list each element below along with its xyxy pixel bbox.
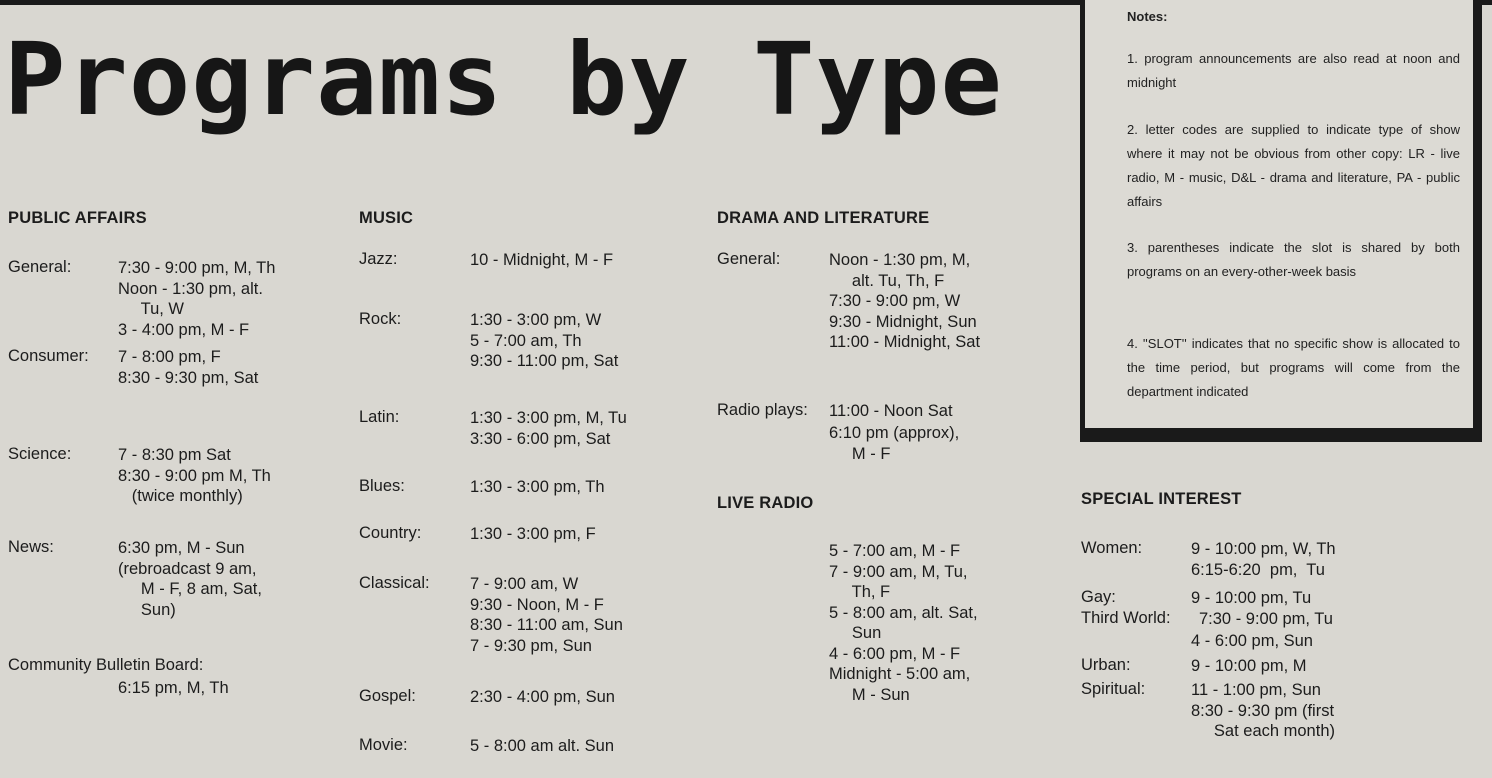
drama-general-label: General: [717, 250, 781, 268]
notes-heading: Notes: [1127, 9, 1168, 24]
music-latin-times: 1:30 - 3:00 pm, M, Tu 3:30 - 6:00 pm, Sat [470, 409, 627, 448]
music-rock-times: 1:30 - 3:00 pm, W 5 - 7:00 am, Th 9:30 - 11:00 pm, Sat [470, 311, 619, 370]
si-urban-times: 9 - 10:00 pm, M [1191, 657, 1307, 675]
pa-consumer-label: Consumer: [8, 347, 89, 365]
si-women-label: Women: [1081, 539, 1143, 557]
note-1: 1. program announcements are also read at noon and midnight [1127, 51, 1460, 90]
si-third-world-times: 4 - 6:00 pm, Sun [1191, 632, 1313, 650]
drama-general-times: Noon - 1:30 pm, M, alt. Tu, Th, F 7:30 - 9:00 pm, W 9:30 - Midnight, Sun 11:00 - Midnight, Sat [829, 251, 981, 351]
music-jazz-times: 10 - Midnight, M - F [470, 251, 614, 269]
pa-community-label: Community Bulletin Board: [8, 656, 204, 674]
si-third-world-label: Third World: [1081, 609, 1171, 627]
public-affairs-heading: PUBLIC AFFAIRS [8, 209, 147, 227]
si-urban-label: Urban: [1081, 656, 1131, 674]
music-rock-label: Rock: [359, 310, 402, 328]
pa-community-times: 6:15 pm, M, Th [118, 679, 229, 697]
drama-radio-plays-times: 6:10 pm (approx), M - F [829, 424, 960, 463]
music-gospel-label: Gospel: [359, 687, 416, 705]
live-radio-heading: LIVE RADIO [717, 494, 814, 512]
music-classical-times: 7 - 9:00 am, W 9:30 - Noon, M - F 8:30 - 11:00 am, Sun 7 - 9:30 pm, Sun [470, 575, 623, 655]
music-heading: MUSIC [359, 209, 414, 227]
note-4: 4. ''SLOT'' indicates that no specific show is allocated to the time period, but programs will come from the department indicated [1127, 336, 1460, 399]
live-radio-times: 5 - 7:00 am, M - F 7 - 9:00 am, M, Tu, Th, F 5 - 8:00 am, alt. Sat, Sun 4 - 6:00 pm, M - F Midnight - 5:00 am, M - Sun [829, 542, 978, 704]
pa-consumer-times: 7 - 8:00 pm, F 8:30 - 9:30 pm, Sat [118, 348, 259, 387]
pa-science-label: Science: [8, 445, 72, 463]
music-movie-times: 5 - 8:00 am alt. Sun [470, 737, 614, 755]
music-blues-label: Blues: [359, 477, 405, 495]
pa-science-times: 7 - 8:30 pm Sat 8:30 - 9:00 pm M, Th (twice monthly) [118, 446, 271, 505]
drama-heading: DRAMA AND LITERATURE [717, 209, 930, 227]
pa-news-times: 6:30 pm, M - Sun (rebroadcast 9 am, M - F, 8 am, Sat, Sun) [118, 539, 262, 619]
pa-general-times: 7:30 - 9:00 pm, M, Th Noon - 1:30 pm, alt. Tu, W 3 - 4:00 pm, M - F [118, 259, 276, 339]
page-title: Programs by Type [4, 21, 1003, 138]
music-jazz-label: Jazz: [359, 250, 398, 268]
si-gay-times: 9 - 10:00 pm, Tu [1191, 589, 1312, 607]
si-women-times: 9 - 10:00 pm, W, Th 6:15-6:20 pm, Tu [1191, 540, 1336, 579]
pa-general-label: General: [8, 258, 72, 276]
note-3: 3. parentheses indicate the slot is shared by both programs on an every-other-week basis [1127, 240, 1460, 279]
music-gospel-times: 2:30 - 4:00 pm, Sun [470, 688, 615, 706]
music-classical-label: Classical: [359, 574, 430, 592]
si-spiritual-times: 11 - 1:00 pm, Sun 8:30 - 9:30 pm (first Sat each month) [1191, 681, 1335, 740]
si-spiritual-label: Spiritual: [1081, 680, 1146, 698]
special-interest-heading: SPECIAL INTEREST [1081, 490, 1242, 508]
drama-radio-plays-first: 11:00 - Noon Sat [829, 402, 953, 420]
music-country-label: Country: [359, 524, 422, 542]
si-third-world-first: 7:30 - 9:00 pm, Tu [1199, 610, 1333, 628]
drama-radio-plays-label: Radio plays: [717, 401, 808, 419]
music-movie-label: Movie: [359, 736, 408, 754]
music-country-times: 1:30 - 3:00 pm, F [470, 525, 596, 543]
music-latin-label: Latin: [359, 408, 400, 426]
pa-news-label: News: [8, 538, 54, 556]
si-gay-label: Gay: [1081, 588, 1116, 606]
note-2: 2. letter codes are supplied to indicate type of show where it may not be obvious from other copy: LR - live radio, M - music, D&L - drama and literature, PA - public affairs [1127, 122, 1460, 209]
music-blues-times: 1:30 - 3:00 pm, Th [470, 478, 605, 496]
